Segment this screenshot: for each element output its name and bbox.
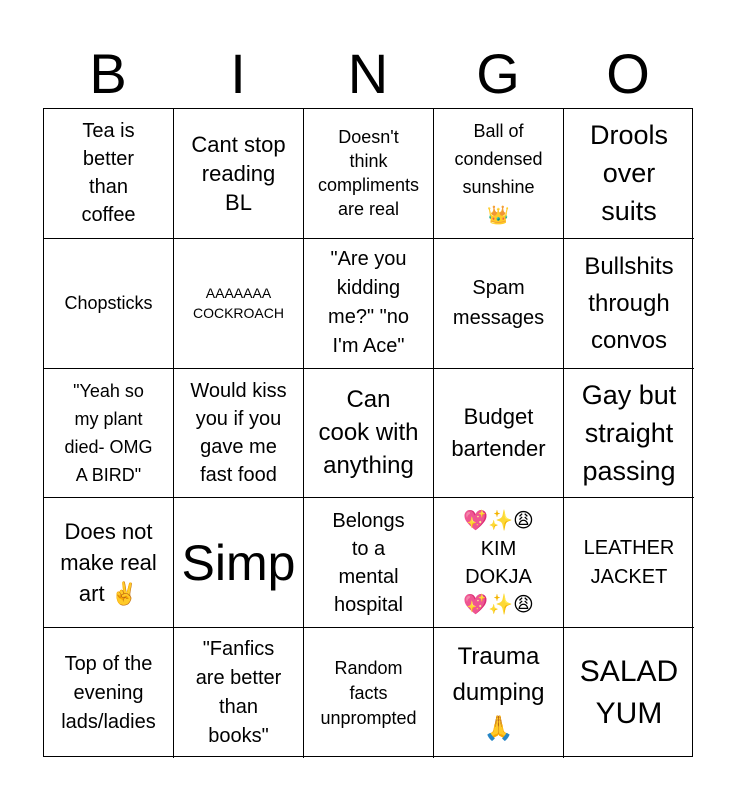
bingo-cell-18[interactable] [304, 498, 434, 628]
cell-text: "Yeah so my plant died- OMG A BIRD" [64, 380, 153, 485]
header-letter-g: G [476, 42, 520, 105]
cell-text: Trauma dumping 🙏 [452, 643, 545, 743]
header-letter-b: B [89, 42, 127, 105]
cell-text: SALAD YUM [579, 655, 679, 731]
cell-text: Budget bartender [451, 403, 546, 461]
bingo-cell-3[interactable] [304, 109, 434, 239]
bingo-cell-4[interactable] [434, 109, 564, 239]
bingo-cell-10[interactable] [564, 239, 694, 369]
bingo-cell-9[interactable] [434, 239, 564, 369]
bingo-cell-14[interactable] [434, 369, 564, 499]
bingo-cell-7[interactable] [174, 239, 304, 369]
bingo-cell-16[interactable] [44, 498, 174, 628]
bingo-cell-12[interactable] [174, 369, 304, 499]
bingo-board [43, 108, 693, 757]
cell-text: Doesn't think compliments are real [317, 127, 420, 220]
cell-text: AAAAAAA COCKROACH [192, 285, 284, 322]
cell-text: 💖✨😩 KIM DOKJA 💖✨😩 [463, 509, 534, 616]
cell-text: Belongs to a mental hospital [332, 509, 405, 616]
cell-text: Tea is better than coffee [81, 120, 136, 227]
bingo-cell-13[interactable] [304, 369, 434, 499]
cell-text: Top of the evening lads/ladies [61, 652, 156, 733]
bingo-cell-6[interactable] [44, 239, 174, 369]
bingo-cell-11[interactable] [44, 369, 174, 499]
cell-text: Ball of condensed sunshine 👑 [454, 121, 543, 226]
bingo-cell-8[interactable] [304, 239, 434, 369]
cell-text: Drools over suits [589, 120, 669, 227]
bingo-cell-5[interactable] [564, 109, 694, 239]
cell-text: Bullshits through convos [584, 252, 674, 354]
cell-text: Does not make real art ✌️ [60, 519, 157, 607]
header-letter-i: I [230, 42, 246, 105]
bingo-cell-21[interactable] [44, 628, 174, 758]
cell-text: Gay but straight passing [581, 379, 677, 486]
bingo-header [43, 40, 693, 108]
cell-text: Random facts unprompted [320, 657, 417, 728]
bingo-cell-17[interactable] [174, 498, 304, 628]
cell-text: Spam messages [452, 277, 545, 330]
cell-text: Would kiss you if you gave me fast food [190, 379, 287, 486]
cell-text: LEATHER JACKET [583, 536, 675, 588]
cell-text: Simp [181, 534, 296, 591]
bingo-cell-24[interactable] [434, 628, 564, 758]
bingo-cell-1[interactable] [44, 109, 174, 239]
bingo-cell-20[interactable] [564, 498, 694, 628]
bingo-cell-15[interactable] [564, 369, 694, 499]
header-letter-n: N [347, 42, 389, 105]
cell-text: Cant stop reading BL [191, 131, 286, 215]
cell-text: "Are you kidding me?" "no I'm Ace" [328, 248, 409, 358]
bingo-cell-19[interactable] [434, 498, 564, 628]
cell-text: Chopsticks [64, 293, 153, 314]
bingo-cell-25[interactable] [564, 628, 694, 758]
header-letter-o: O [606, 42, 650, 105]
bingo-cell-22[interactable] [174, 628, 304, 758]
bingo-cell-23[interactable] [304, 628, 434, 758]
bingo-cell-2[interactable] [174, 109, 304, 239]
cell-text: "Fanfics are better than books" [195, 638, 282, 748]
cell-text: Can cook with anything [318, 386, 419, 480]
